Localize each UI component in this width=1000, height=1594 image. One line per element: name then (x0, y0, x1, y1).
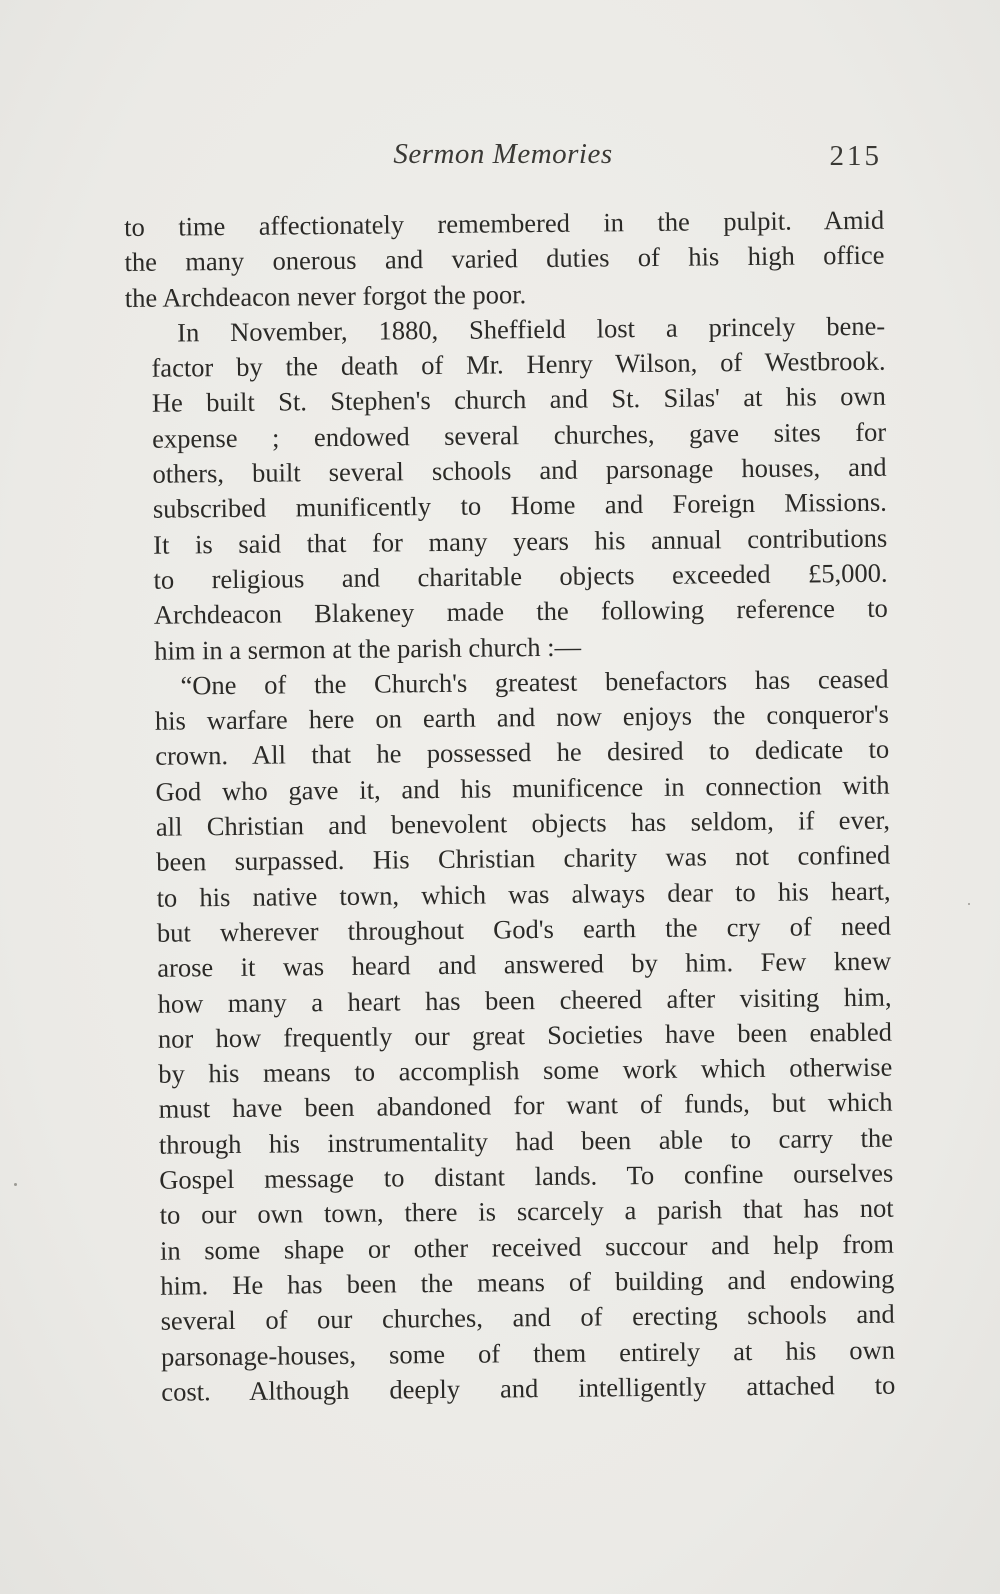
body-text (124, 203, 895, 1410)
text-line: to religious and charitable objects exceeded £5,000. (153, 557, 888, 595)
text-line: “One of the Church's greatest benefactors has ceased (180, 663, 889, 701)
text-line: crown. All that he possessed he desired to dedicate to (155, 734, 890, 772)
text-line: Gospel message to distant lands. To confine ourselves (159, 1157, 894, 1195)
text-line: to our own town, there is scarcely a parish that has not (159, 1192, 894, 1231)
text-line: nor how frequently our great Societies have been enabled (157, 1016, 893, 1054)
text-line: all Christian and benevolent objects has seldom, if ever, (155, 804, 891, 842)
text-line: his warfare here on earth and now enjoys the conqueror's (154, 698, 890, 736)
paper-speck (968, 903, 970, 905)
running-title: Sermon Memories (393, 138, 613, 170)
text-line: him. He has been the means of building and endowing (160, 1263, 895, 1301)
paragraph-3 (128, 662, 895, 1410)
text-line: been surpassed. His Christian charity was not confined (156, 840, 891, 878)
text-line: God who gave it, and his munificence in connection with (155, 769, 890, 807)
text-line: In November, 1880, Sheffield lost a princely bene- (177, 310, 886, 348)
text-line: how many a heart has been cheered after visiting him, (157, 981, 892, 1019)
text-line: the many onerous and varied duties of his high office (124, 239, 885, 278)
text-line: must have been abandoned for want of funds, but which (158, 1087, 893, 1125)
text-line: parsonage-houses, some of them entirely at his own (160, 1334, 896, 1372)
text-line: to time affectionately remembered in the pulpit. Amid (124, 204, 885, 242)
text-line: him in a sermon at the parish church :— (154, 631, 582, 666)
text-line: expense ; endowed several churches, gave sites for (152, 416, 887, 454)
text-line: subscribed munificently to Home and Foreign Missions. (152, 487, 887, 525)
text-line: cost. Although deeply and intelligently attached to (161, 1369, 896, 1407)
text-line: It is said that for many years his annual contributions (153, 522, 888, 560)
text-line: Archdeacon Blakeney made the following reference to (153, 592, 888, 630)
text-line: He built St. Stephen's church and St. Silas' at his own (151, 381, 886, 419)
text-line: the Archdeacon never forgot the poor. (124, 278, 527, 313)
text-line: in some shape or other received succour and help from (159, 1228, 895, 1266)
page-number: 215 (829, 140, 882, 172)
text-line: others, built several schools and parsonage houses, and (152, 451, 887, 489)
text-line: by his means to accomplish some work which otherwise (158, 1051, 893, 1089)
paragraph-1 (124, 203, 885, 316)
text-line: several of our churches, and of erecting schools and (160, 1298, 895, 1336)
paper-speck (14, 1183, 17, 1186)
text-line: factor by the death of Mr. Henry Wilson, of Westbrook. (151, 345, 886, 383)
text-line: but wherever throughout God's earth the cry of need (156, 910, 892, 948)
running-head (124, 138, 882, 188)
text-line: to his native town, which was always dear to his heart, (156, 875, 891, 913)
text-line: through his instrumentality had been able to carry the (158, 1122, 894, 1160)
paragraph-2 (125, 309, 888, 669)
text-line: arose it was heard and answered by him. Few knew (157, 945, 892, 983)
